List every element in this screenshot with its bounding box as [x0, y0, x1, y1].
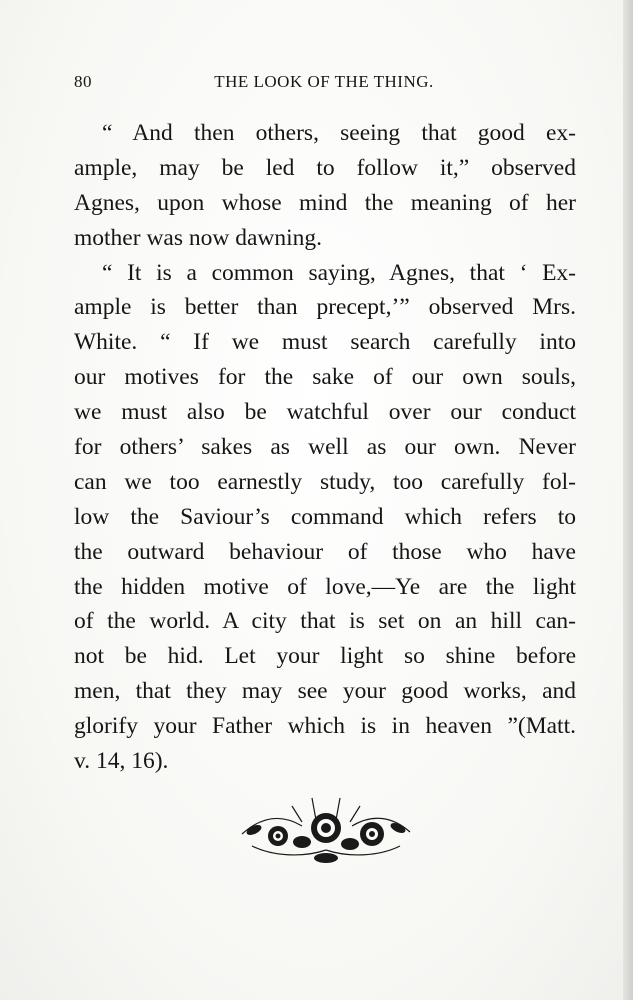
text-line: low the Saviour’s command which refers to: [74, 503, 576, 530]
page-header: [74, 72, 574, 96]
text-line: the hidden motive of love,—Ye are the light: [74, 573, 576, 600]
text-line: men, that they may see your good works, and: [74, 678, 576, 705]
text-line: “ It is a common saying, Agnes, that ‘ Ex-: [102, 259, 576, 286]
text-line: “ And then others, seeing that good ex-: [102, 120, 576, 146]
text-line: can we too earnestly study, too carefully fol-: [74, 468, 576, 495]
running-title: THE LOOK OF THE THING.: [214, 72, 434, 91]
text-line: ample, may be led to follow it,” observed: [74, 154, 576, 181]
page-number: 80: [74, 72, 92, 91]
text-line: the outward behaviour of those who have: [74, 538, 576, 565]
text-line: for others’ sakes as well as our own. Never: [74, 434, 576, 461]
text-line: glorify your Father which is in heaven ”(Matt.: [74, 713, 576, 740]
text-line: v. 14, 16).: [74, 748, 169, 775]
text-line: not be hid. Let your light so shine before: [74, 643, 576, 670]
text-line: mother was now dawning.: [74, 224, 323, 251]
text-line: White. “ If we must search carefully into: [74, 329, 576, 356]
body-text: [74, 116, 576, 779]
text-line: Agnes, upon whose mind the meaning of her: [74, 189, 576, 216]
text-line: our motives for the sake of our own souls,: [74, 364, 576, 391]
text-line: ample is better than precept,’” observed Mrs.: [74, 294, 576, 321]
text-line: of the world. A city that is set on an hill can-: [74, 608, 576, 635]
page-edge: [623, 0, 633, 1000]
text-line: we must also be watchful over our conduct: [74, 399, 576, 426]
floral-ornament-icon: [232, 786, 420, 870]
